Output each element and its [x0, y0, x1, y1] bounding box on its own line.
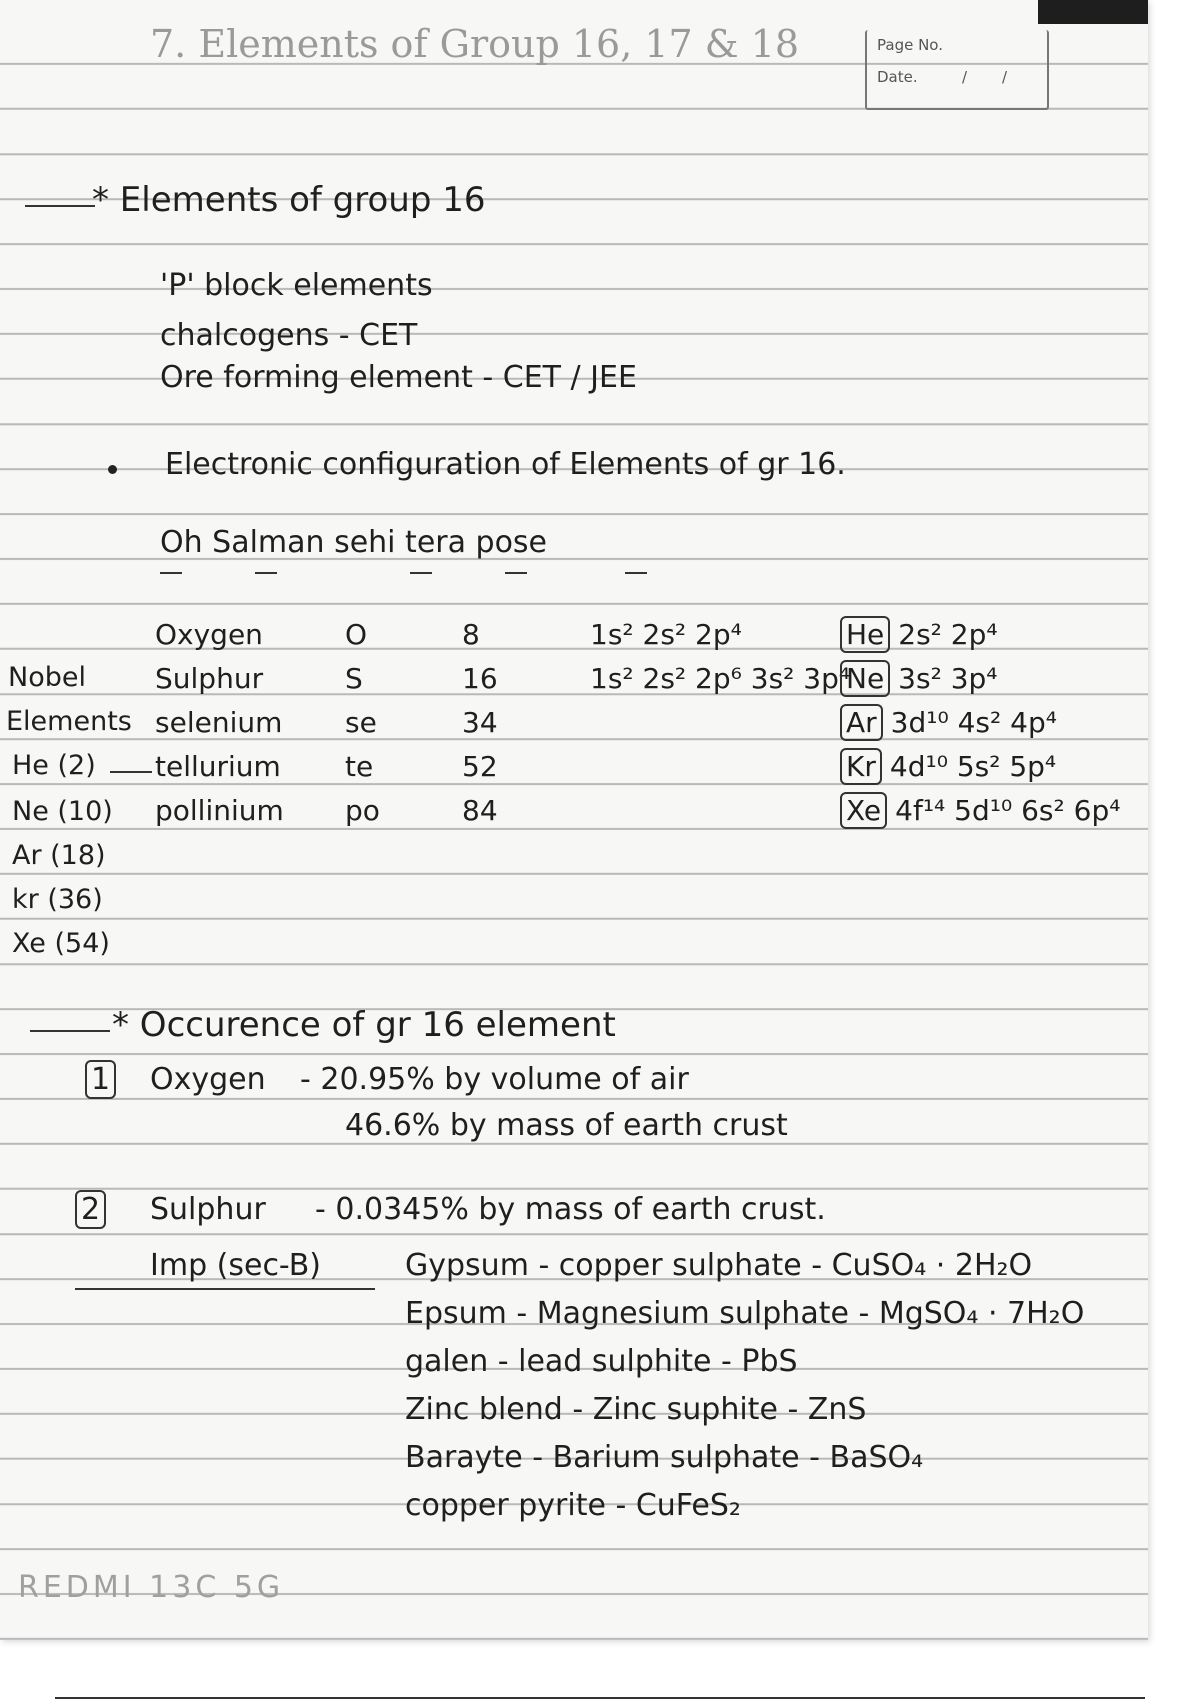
bullet-dot [108, 465, 117, 474]
element-name: Sulphur [155, 662, 264, 695]
date-slash: / [962, 68, 968, 86]
atomic-number: 84 [462, 794, 498, 827]
noble-core: Xe [840, 792, 887, 829]
element-name: tellurium [155, 750, 281, 783]
date-slash: / [1002, 68, 1008, 86]
bottom-rule [55, 1697, 1145, 1699]
element-symbol: se [345, 706, 377, 739]
mineral-item: Gypsum - copper sulphate - CuSO₄ · 2H₂O [405, 1248, 1033, 1283]
noble-item: He (2) [12, 750, 96, 781]
mineral-item: galen - lead sulphite - PbS [405, 1344, 798, 1379]
heading-arrow-line [30, 1030, 110, 1032]
config-bullet: Electronic configuration of Elements of gr 16. [165, 447, 846, 482]
noble-core: Kr [840, 748, 882, 785]
atomic-number: 52 [462, 750, 498, 783]
mineral-item: copper pyrite - CuFeS₂ [405, 1488, 741, 1523]
sulphur-label: Sulphur [150, 1192, 266, 1227]
occurence-heading: * Occurence of gr 16 element [112, 1005, 616, 1045]
page-corner-shadow [1038, 0, 1148, 24]
full-configuration: 1s² 2s² 2p⁶ 3s² 3p⁴ [590, 662, 851, 695]
camera-watermark: REDMI 13C 5G [18, 1570, 285, 1605]
sulphur-marker: 2 [75, 1192, 106, 1227]
short-configuration [840, 750, 1056, 783]
element-name: Oxygen [155, 618, 263, 651]
imp-note: Imp (sec-B) [150, 1248, 321, 1283]
noble-core: Ne [840, 660, 890, 697]
mineral-item: Barayte - Barium sulphate - BaSO₄ [405, 1440, 924, 1475]
valence-configuration: 4d¹⁰ 5s² 5p⁴ [889, 750, 1057, 783]
oxygen-label: Oxygen [150, 1062, 266, 1097]
short-configuration [840, 618, 998, 651]
noble-item: kr (36) [12, 884, 103, 915]
mineral-item: Epsum - Magnesium sulphate - MgSO₄ · 7H₂O [405, 1296, 1085, 1331]
mnemonic-underline [160, 572, 182, 574]
atomic-number: 16 [462, 662, 498, 695]
oxygen-occurence: - 20.95% by volume of air [300, 1062, 689, 1097]
element-symbol: po [345, 794, 380, 827]
page-no-label: Page No. [877, 36, 943, 54]
short-configuration [840, 706, 1057, 739]
page-title: 7. Elements of Group 16, 17 & 18 [150, 22, 800, 66]
date-label: Date. [877, 68, 918, 86]
noble-item: Xe (54) [12, 928, 110, 959]
page-number-box [865, 30, 1049, 110]
noble-label: Nobel [8, 662, 86, 693]
valence-configuration: 2s² 2p⁴ [898, 618, 998, 651]
short-configuration [840, 794, 1120, 827]
imp-underline [75, 1288, 375, 1290]
element-name: pollinium [155, 794, 284, 827]
mnemonic-underline [505, 572, 527, 574]
element-name: selenium [155, 706, 283, 739]
noble-core: Ar [840, 704, 883, 741]
heading-dash [25, 205, 95, 207]
mnemonic-underline [255, 572, 277, 574]
valence-configuration: 4f¹⁴ 5d¹⁰ 6s² 6p⁴ [895, 794, 1121, 827]
group16-heading: * Elements of group 16 [92, 180, 486, 220]
note-line: Ore forming element - CET / JEE [160, 360, 637, 395]
note-line: chalcogens - CET [160, 318, 418, 353]
mnemonic: Oh Salman sehi tera pose [160, 525, 548, 560]
link-line [110, 771, 152, 773]
full-configuration: 1s² 2s² 2p⁴ [590, 618, 742, 651]
short-configuration [840, 662, 998, 695]
noble-core: He [840, 616, 890, 653]
sulphur-occurence: - 0.0345% by mass of earth crust. [315, 1192, 826, 1227]
mineral-item: Zinc blend - Zinc suphite - ZnS [405, 1392, 867, 1427]
mnemonic-underline [410, 572, 432, 574]
atomic-number: 8 [462, 618, 480, 651]
oxygen-occurence: 46.6% by mass of earth crust [345, 1108, 788, 1143]
element-symbol: te [345, 750, 374, 783]
noble-item: Ar (18) [12, 840, 106, 871]
element-symbol: S [345, 662, 363, 695]
atomic-number: 34 [462, 706, 498, 739]
mnemonic-underline [625, 572, 647, 574]
valence-configuration: 3d¹⁰ 4s² 4p⁴ [890, 706, 1057, 739]
note-line: 'P' block elements [160, 268, 433, 303]
noble-label: Elements [6, 706, 132, 737]
oxygen-marker: 1 [85, 1062, 116, 1097]
element-symbol: O [345, 618, 368, 651]
noble-item: Ne (10) [12, 796, 113, 827]
valence-configuration: 3s² 3p⁴ [898, 662, 998, 695]
